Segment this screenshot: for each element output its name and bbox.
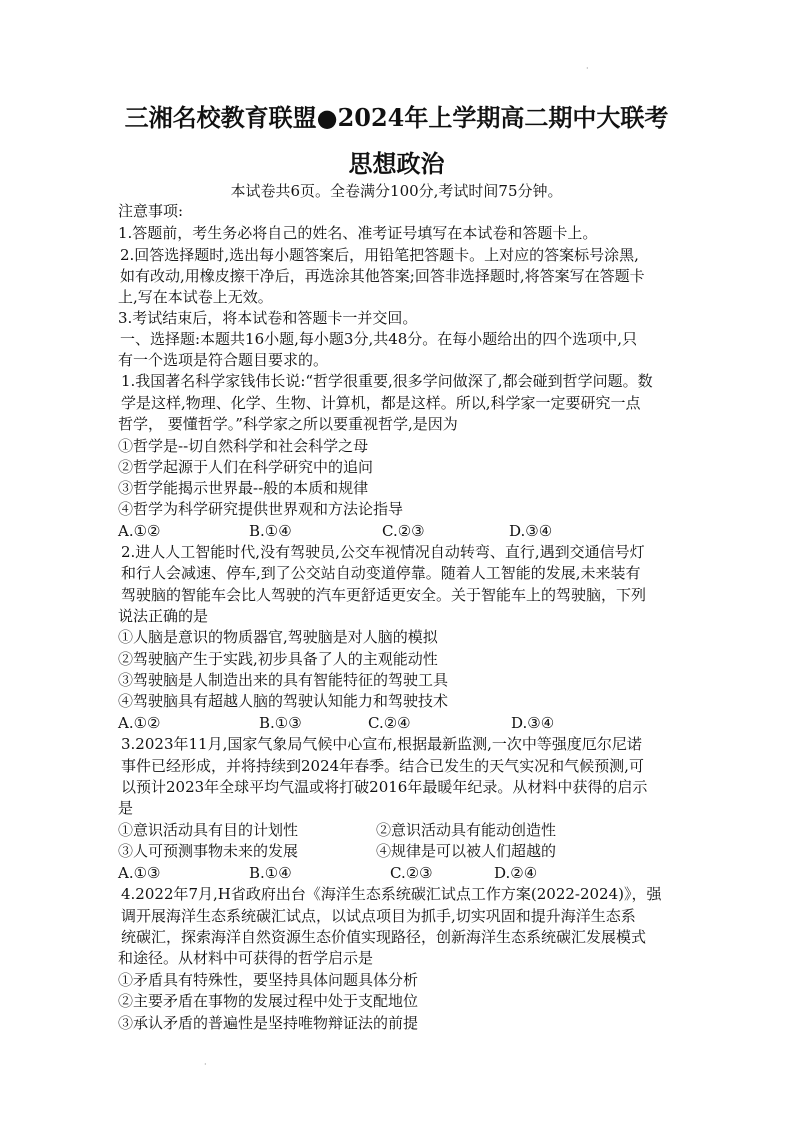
question-text: 2.进人人工智能时代,没有驾驶员,公交车视情况自动转弯、直行,遇到交通信号灯 [121, 543, 645, 561]
question-text: 1.我国著名科学家钱伟长说:“哲学很重要,很多学问做深了,都会碰到哲学问题。数 [121, 372, 653, 390]
statement-item: ②驾驶脑产生于实践,初步具备了人的主观能动性 [118, 650, 438, 668]
question-text: 是 [118, 799, 134, 817]
question-text: 统碳汇，探索海洋自然资源生态价值实现路径，创新海洋生态系统碳汇发展模式 [121, 928, 647, 946]
section-heading: 有一个选项是符合题目要求的。 [118, 351, 329, 369]
exam-title: 三湘名校教育联盟●2024年上学期高二期中大联考 [124, 103, 669, 132]
note-line: 上,写在本试卷上无效。 [118, 288, 273, 306]
statement-item: ①哲学是--切自然科学和社会科学之母 [118, 437, 369, 455]
question-text: 调开展海洋生态系统碳汇试点，以试点项目为抓手,切实巩固和提升海洋生态系 [121, 907, 636, 925]
question-text: 哲学， 要懂哲学。”科学家之所以要重视哲学,是因为 [118, 415, 458, 433]
statement-item: ③承认矛盾的普遍性是坚持唯物辩证法的前提 [118, 1014, 419, 1032]
question-text: 和行人会减速、停车,到了公交站自动变道停靠。随着人工智能的发展,未来装有 [121, 564, 641, 582]
answer-option-c: C.②③ [390, 864, 433, 882]
question-text: 以预计2023年全球平均气温或将打破2016年最暖年纪录。从材料中获得的启示 [121, 778, 648, 796]
answer-option-d: D.③④ [511, 714, 555, 732]
statement-item: ③哲学能揭示世界最--般的本质和规律 [118, 479, 369, 497]
note-line: 1.答题前，考生务必将自己的姓名、准考证号填写在本试卷和答题卡上。 [118, 224, 598, 242]
answer-option-d: D.③④ [509, 522, 553, 540]
question-text: 和途径。从材料中可获得的哲学启示是 [118, 949, 374, 967]
question-text: 学是这样,物理、化学、生物、计算机，都是这样。所以,科学家一定要研究一点 [121, 394, 641, 412]
exam-info: 本试卷共6页。全卷满分100分,考试时间75分钟。 [230, 182, 563, 200]
question-text: 事件已经形成，并将持续到2024年春季。结合已发生的天气实况和气候预测,可 [121, 757, 644, 775]
statement-item: ④哲学为科学研究提供世界观和方法论指导 [118, 500, 404, 518]
answer-option-b: B.①④ [249, 522, 292, 540]
statement-item: ①意识活动具有目的计划性 [118, 821, 299, 839]
answer-option-a: A.①② [118, 522, 161, 540]
statement-item: ②意识活动具有能动创造性 [376, 821, 557, 839]
question-text: 说法正确的是 [118, 607, 209, 625]
statement-item: ④驾驶脑具有超越人脑的驾驶认知能力和驾驶技术 [118, 692, 449, 710]
answer-option-a: A.①② [118, 714, 161, 732]
answer-option-a: A.①③ [118, 864, 161, 882]
statement-item: ①矛盾具有特殊性，要坚持具体问题具体分析 [118, 971, 419, 989]
note-line: 3.考试结束后，将本试卷和答题卡一并交回。 [118, 309, 418, 327]
question-text: 3.2023年11月,国家气象局气候中心宣布,根据最新监测,一次中等强度厄尔尼诺 [121, 735, 642, 753]
scan-speck: · [204, 1060, 207, 1069]
statement-item: ②主要矛盾在事物的发展过程中处于支配地位 [118, 992, 419, 1010]
question-text: 驾驶脑的智能车会比人驾驶的汽车更舒适更安全。关于智能车上的驾驶脑，下列 [121, 586, 647, 604]
statement-item: ③驾驶脑是人制造出来的具有智能特征的驾驶工具 [118, 671, 449, 689]
statement-item: ②哲学起源于人们在科学研究中的追问 [118, 458, 374, 476]
answer-option-c: C.②④ [368, 714, 411, 732]
statement-item: ③人可预测事物未来的发展 [118, 842, 299, 860]
note-line: 2.回答选择题时,选出每小题答案后，用铅笔把答题卡。上对应的答案标号涂黑, [120, 246, 639, 264]
notes-heading: 注意事项: [118, 202, 184, 220]
statement-item: ①人脑是意识的物质器官,驾驶脑是对人脑的模拟 [118, 628, 438, 646]
note-line: 如有改动,用橡皮擦干净后，再选涂其他答案;回答非选择题时,将答案写在答题卡 [120, 267, 645, 285]
answer-option-b: B.①③ [259, 714, 302, 732]
answer-option-b: B.①④ [249, 864, 292, 882]
scan-speck: · [586, 64, 589, 73]
section-heading: 一、选择题:本题共16小题,每小题3分,共48分。在每小题给出的四个选项中,只 [120, 330, 638, 348]
statement-item: ④规律是可以被人们超越的 [376, 842, 557, 860]
subject-title: 思想政治 [348, 149, 445, 178]
answer-option-d: D.②④ [494, 864, 538, 882]
answer-option-c: C.②③ [382, 522, 425, 540]
question-text: 4.2022年7月,H省政府出台《海洋生态系统碳汇试点工作方案(2022-2024)》，强 [121, 885, 662, 903]
